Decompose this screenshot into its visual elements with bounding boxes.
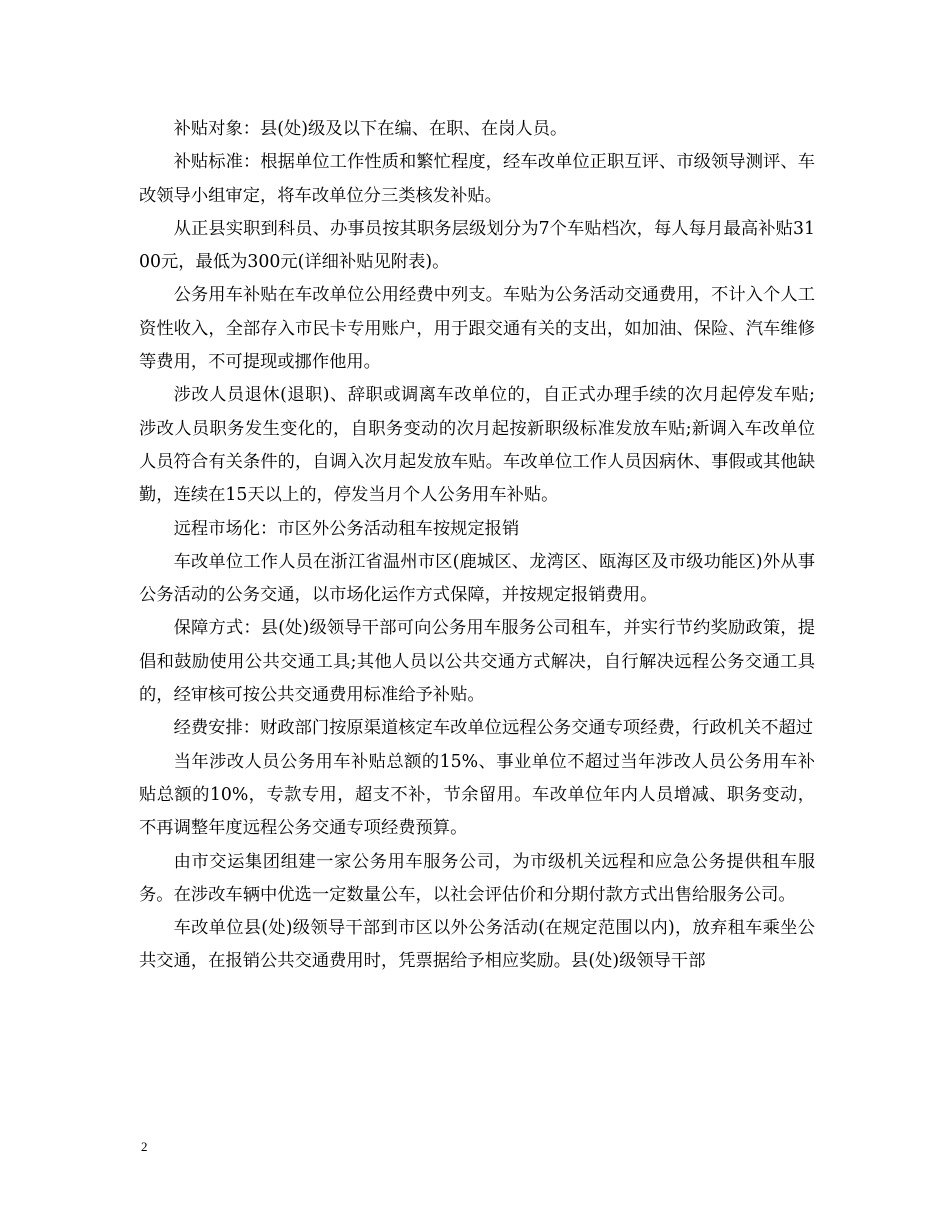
paragraph-guarantee-method: 保障方式：县(处)级领导干部可向公务用车服务公司租车，并实行节约奖励政策，提倡和鼓励使用公共交通工具;其他人员以公共交通方式解决，自行解决远程公务交通工具的，经审核可按公共交通费用标准给予补贴。 xyxy=(139,618,815,706)
paragraph-subsidy-funding: 公务用车补贴在车改单位公用经费中列支。车贴为公务活动交通费用，不计入个人工资性收入，全部存入市民卡专用账户，用于跟交通有关的支出，如加油、保险、汽车维修等费用，不可提现或挪作他用。 xyxy=(139,285,815,373)
document-body xyxy=(139,113,815,979)
paragraph-public-transport-reward: 车改单位县(处)级领导干部到市区以外公务活动(在规定范围以内)，放弃租车乘坐公共交通，在报销公共交通费用时，凭票据给予相应奖励。县(处)级领导干部 xyxy=(139,918,815,972)
paragraph-remote-marketization: 远程市场化：市区外公务活动租车按规定报销 xyxy=(173,518,520,539)
paragraph-subsidy-levels: 从正县实职到科员、办事员按其职务层级划分为7个车贴档次，每人每月最高补贴3100元，最低为300元(详细补贴见附表)。 xyxy=(139,218,815,273)
paragraph-funding-arrangement: 经费安排：财政部门按原渠道核定车改单位远程公务交通专项经费，行政机关不超过 xyxy=(173,718,814,739)
paragraph-funding-limits: 当年涉改人员公务用车补贴总额的15%、事业单位不超过当年涉改人员公务用车补贴总额的10%，专款专用，超支不补，节余留用。车改单位年内人员增减、职务变动，不再调整年度远程公务交通专项经费预算。 xyxy=(139,751,815,839)
paragraph-staff-changes: 涉改人员退休(退职)、辞职或调离车改单位的，自正式办理手续的次月起停发车贴;涉改人员职务发生变化的，自职务变动的次月起按新职级标准发放车贴;新调入车改单位人员符合有关条件的，自调入次月起发放车贴。车改单位工作人员因病休、事假或其他缺勤，连续在15天以上的，停发当月个人公务用车补贴。 xyxy=(139,385,815,506)
paragraph-service-company: 由市交运集团组建一家公务用车服务公司，为市级机关远程和应急公务提供租车服务。在涉改车辆中优选一定数量公车，以社会评估价和分期付款方式出售给服务公司。 xyxy=(139,851,815,905)
paragraph-subsidy-standard: 补贴标准：根据单位工作性质和繁忙程度，经车改单位正职互评、市级领导测评、车改领导小组审定，将车改单位分三类核发补贴。 xyxy=(139,152,815,206)
paragraph-remote-scope: 车改单位工作人员在浙江省温州市区(鹿城区、龙湾区、瓯海区及市级功能区)外从事公务活动的公务交通，以市场化运作方式保障，并按规定报销费用。 xyxy=(139,551,815,606)
paragraph-subsidy-target: 补贴对象：县(处)级及以下在编、在职、在岗人员。 xyxy=(173,119,568,139)
page-number: 2 xyxy=(141,1139,148,1154)
